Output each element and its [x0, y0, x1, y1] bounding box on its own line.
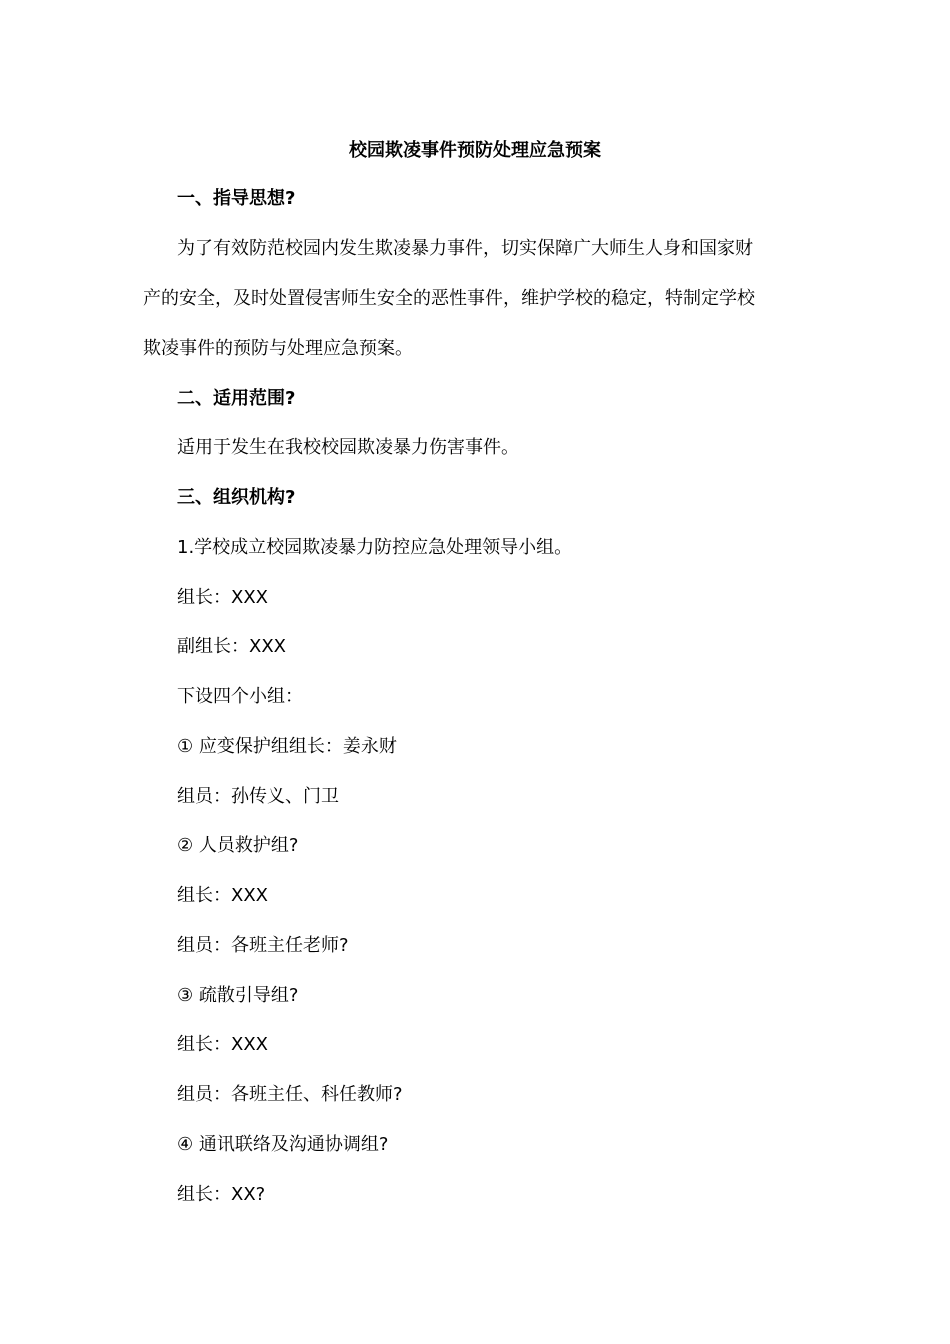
- section-heading-scope: 二、适用范围?: [177, 388, 296, 409]
- group-title: ② 人员救护组?: [177, 835, 299, 856]
- section-heading-guiding-ideology: 一、指导思想?: [177, 188, 296, 209]
- group-members: 组员：各班主任老师?: [177, 935, 349, 956]
- group-members: 组员：孙传义、门卫: [177, 786, 339, 807]
- vice-leader-line: 副组长：XXX: [177, 636, 286, 657]
- document-title: 校园欺凌事件预防处理应急预案: [349, 140, 601, 161]
- paragraph-line: 为了有效防范校园内发生欺凌暴力事件，切实保障广大师生人身和国家财: [177, 238, 753, 259]
- group-title: ④ 通讯联络及沟通协调组?: [177, 1134, 389, 1155]
- group-leader: 组长：XX?: [177, 1184, 266, 1205]
- group-title: ① 应变保护组组长：姜永财: [177, 736, 397, 757]
- list-item: 1.学校成立校园欺凌暴力防控应急处理领导小组。: [177, 537, 573, 558]
- group-title: ③ 疏散引导组?: [177, 985, 299, 1006]
- subgroups-intro: 下设四个小组：: [177, 686, 303, 707]
- section-heading-organization: 三、组织机构?: [177, 487, 296, 508]
- paragraph-line: 产的安全，及时处置侵害师生安全的恶性事件，维护学校的稳定，特制定学校: [143, 288, 755, 309]
- leader-line: 组长：XXX: [177, 587, 268, 608]
- group-members: 组员：各班主任、科任教师?: [177, 1084, 403, 1105]
- paragraph-line: 适用于发生在我校校园欺凌暴力伤害事件。: [177, 437, 519, 458]
- group-leader: 组长：XXX: [177, 1034, 268, 1055]
- paragraph-line: 欺凌事件的预防与处理应急预案。: [143, 338, 413, 359]
- group-leader: 组长：XXX: [177, 885, 268, 906]
